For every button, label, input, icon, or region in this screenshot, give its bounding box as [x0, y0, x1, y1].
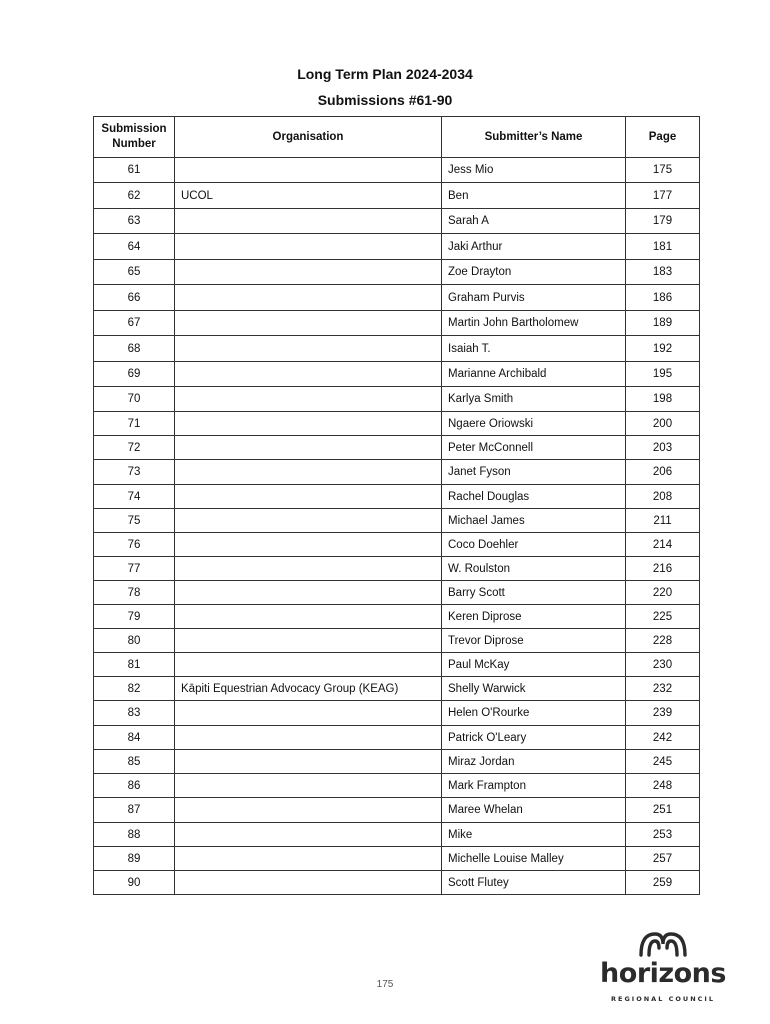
submitter-name-cell: Shelly Warwick	[442, 677, 626, 701]
page-cell: 211	[626, 509, 700, 533]
submission-number-cell: 62	[94, 183, 175, 209]
table-row	[94, 605, 700, 629]
organisation-cell	[175, 336, 442, 362]
submission-number-cell: 82	[94, 677, 175, 701]
header-submission-number: Submission Number	[94, 117, 175, 158]
table-row	[94, 726, 700, 750]
submission-number-cell: 61	[94, 158, 175, 183]
table-row	[94, 336, 700, 362]
page-cell: 239	[626, 701, 700, 726]
organisation-cell	[175, 158, 442, 183]
submitter-name-cell: Scott Flutey	[442, 871, 626, 895]
organisation-cell	[175, 774, 442, 798]
submission-number-cell: 88	[94, 823, 175, 847]
table-row	[94, 234, 700, 260]
organisation-cell: UCOL	[175, 183, 442, 209]
organisation-cell	[175, 387, 442, 412]
submission-number-cell: 81	[94, 653, 175, 677]
submitter-name-cell: W. Roulston	[442, 557, 626, 581]
page-cell: 186	[626, 285, 700, 311]
page-cell: 198	[626, 387, 700, 412]
page-cell: 225	[626, 605, 700, 629]
submission-number-cell: 64	[94, 234, 175, 260]
submitter-name-cell: Miraz Jordan	[442, 750, 626, 774]
header-submitter-name: Submitter’s Name	[442, 117, 626, 158]
organisation-cell	[175, 847, 442, 871]
submission-number-cell: 80	[94, 629, 175, 653]
page-cell: 216	[626, 557, 700, 581]
submitter-name-cell: Rachel Douglas	[442, 485, 626, 509]
organisation-cell	[175, 533, 442, 557]
submission-number-cell: 87	[94, 798, 175, 823]
table-header-row	[94, 117, 700, 158]
table-row	[94, 436, 700, 460]
page-cell: 206	[626, 460, 700, 485]
logo-wordmark: horizons	[600, 958, 726, 989]
page-cell: 189	[626, 311, 700, 336]
horizons-logo-icon	[638, 928, 688, 958]
table-row	[94, 847, 700, 871]
page-cell: 253	[626, 823, 700, 847]
organisation-cell	[175, 485, 442, 509]
submitter-name-cell: Martin John Bartholomew	[442, 311, 626, 336]
submission-number-cell: 65	[94, 260, 175, 285]
table-row	[94, 677, 700, 701]
table-row	[94, 557, 700, 581]
page-cell: 257	[626, 847, 700, 871]
submitter-name-cell: Jess Mio	[442, 158, 626, 183]
submission-number-cell: 89	[94, 847, 175, 871]
submitter-name-cell: Janet Fyson	[442, 460, 626, 485]
submitter-name-cell: Ben	[442, 183, 626, 209]
submitter-name-cell: Coco Doehler	[442, 533, 626, 557]
submission-number-cell: 77	[94, 557, 175, 581]
document-subtitle: Submissions #61-90	[317, 92, 453, 108]
submitter-name-cell: Jaki Arthur	[442, 234, 626, 260]
page-cell: 214	[626, 533, 700, 557]
organisation-cell	[175, 362, 442, 387]
organisation-cell	[175, 726, 442, 750]
submission-number-cell: 90	[94, 871, 175, 895]
table-row	[94, 387, 700, 412]
table-row	[94, 183, 700, 209]
submitter-name-cell: Mike	[442, 823, 626, 847]
submitter-name-cell: Marianne Archibald	[442, 362, 626, 387]
organisation-cell	[175, 798, 442, 823]
page-number: 175	[376, 979, 394, 990]
organisation-cell	[175, 436, 442, 460]
organisation-cell	[175, 701, 442, 726]
table-row	[94, 533, 700, 557]
submission-number-cell: 73	[94, 460, 175, 485]
organisation-cell	[175, 823, 442, 847]
page-cell: 175	[626, 158, 700, 183]
page-cell: 177	[626, 183, 700, 209]
organisation-cell	[175, 285, 442, 311]
submitter-name-cell: Maree Whelan	[442, 798, 626, 823]
page-cell: 183	[626, 260, 700, 285]
submission-number-cell: 66	[94, 285, 175, 311]
table-row	[94, 260, 700, 285]
table-row	[94, 750, 700, 774]
page-cell: 230	[626, 653, 700, 677]
table-row	[94, 485, 700, 509]
table-row	[94, 209, 700, 234]
page-cell: 251	[626, 798, 700, 823]
submission-number-cell: 76	[94, 533, 175, 557]
submission-number-cell: 75	[94, 509, 175, 533]
table-row	[94, 653, 700, 677]
organisation-cell	[175, 311, 442, 336]
page-cell: 242	[626, 726, 700, 750]
page-cell: 179	[626, 209, 700, 234]
submitter-name-cell: Trevor Diprose	[442, 629, 626, 653]
submitter-name-cell: Barry Scott	[442, 581, 626, 605]
submission-number-cell: 68	[94, 336, 175, 362]
table-row	[94, 629, 700, 653]
document-title: Long Term Plan 2024-2034	[297, 66, 473, 82]
submission-number-cell: 78	[94, 581, 175, 605]
header-organisation: Organisation	[175, 117, 442, 158]
table-row	[94, 285, 700, 311]
submission-number-cell: 83	[94, 701, 175, 726]
organisation-cell	[175, 653, 442, 677]
submitter-name-cell: Isaiah T.	[442, 336, 626, 362]
page-cell: 259	[626, 871, 700, 895]
organisation-cell	[175, 629, 442, 653]
submission-number-cell: 86	[94, 774, 175, 798]
submission-number-cell: 71	[94, 412, 175, 436]
table-row	[94, 158, 700, 183]
table-row	[94, 460, 700, 485]
submission-number-cell: 67	[94, 311, 175, 336]
organisation-cell	[175, 209, 442, 234]
page-cell: 232	[626, 677, 700, 701]
table-row	[94, 311, 700, 336]
page-cell: 208	[626, 485, 700, 509]
horizons-logo	[598, 928, 728, 1008]
submitter-name-cell: Michael James	[442, 509, 626, 533]
organisation-cell	[175, 460, 442, 485]
submitter-name-cell: Michelle Louise Malley	[442, 847, 626, 871]
page-cell: 203	[626, 436, 700, 460]
table-row	[94, 871, 700, 895]
organisation-cell	[175, 557, 442, 581]
submission-number-cell: 85	[94, 750, 175, 774]
organisation-cell	[175, 581, 442, 605]
table-row	[94, 581, 700, 605]
page-cell: 228	[626, 629, 700, 653]
submission-number-cell: 70	[94, 387, 175, 412]
page-cell: 195	[626, 362, 700, 387]
submitter-name-cell: Karlya Smith	[442, 387, 626, 412]
table-row	[94, 412, 700, 436]
page-cell: 245	[626, 750, 700, 774]
table-row	[94, 774, 700, 798]
table-row	[94, 823, 700, 847]
organisation-cell	[175, 509, 442, 533]
organisation-cell	[175, 605, 442, 629]
page-cell: 220	[626, 581, 700, 605]
organisation-cell	[175, 871, 442, 895]
submitter-name-cell: Peter McConnell	[442, 436, 626, 460]
submitter-name-cell: Paul McKay	[442, 653, 626, 677]
submitter-name-cell: Ngaere Oriowski	[442, 412, 626, 436]
table-row	[94, 509, 700, 533]
submitter-name-cell: Sarah A	[442, 209, 626, 234]
submission-number-cell: 79	[94, 605, 175, 629]
submitter-name-cell: Keren Diprose	[442, 605, 626, 629]
submission-number-cell: 63	[94, 209, 175, 234]
submitter-name-cell: Graham Purvis	[442, 285, 626, 311]
submission-number-cell: 72	[94, 436, 175, 460]
submitter-name-cell: Zoe Drayton	[442, 260, 626, 285]
page-cell: 181	[626, 234, 700, 260]
logo-subtitle: REGIONAL COUNCIL	[611, 995, 715, 1003]
organisation-cell	[175, 234, 442, 260]
page-cell: 248	[626, 774, 700, 798]
table-row	[94, 701, 700, 726]
page-cell: 200	[626, 412, 700, 436]
organisation-cell	[175, 750, 442, 774]
submission-number-cell: 69	[94, 362, 175, 387]
organisation-cell: Kāpiti Equestrian Advocacy Group (KEAG)	[175, 677, 442, 701]
submission-number-cell: 74	[94, 485, 175, 509]
submission-number-cell: 84	[94, 726, 175, 750]
organisation-cell	[175, 412, 442, 436]
table-row	[94, 362, 700, 387]
page-cell: 192	[626, 336, 700, 362]
submissions-table	[93, 116, 700, 895]
submitter-name-cell: Mark Frampton	[442, 774, 626, 798]
header-page: Page	[626, 117, 700, 158]
submitter-name-cell: Helen O'Rourke	[442, 701, 626, 726]
organisation-cell	[175, 260, 442, 285]
submitter-name-cell: Patrick O'Leary	[442, 726, 626, 750]
table-row	[94, 798, 700, 823]
